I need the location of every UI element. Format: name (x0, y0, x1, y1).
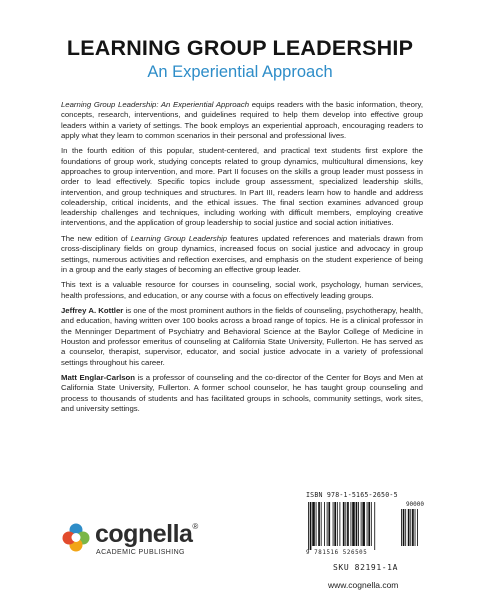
author-name: Jeffrey A. Kottler (61, 306, 124, 316)
barcode-icon (306, 500, 426, 550)
publisher-division: ACADEMIC PUBLISHING (96, 549, 185, 556)
price-code: 90000 (405, 501, 424, 508)
back-cover-description (61, 100, 423, 419)
book-title-italic: Learning Group Leadership (130, 233, 228, 243)
book-title: LEARNING GROUP LEADERSHIP (66, 36, 414, 60)
publisher-logo (61, 520, 221, 560)
sku-code: SKU 82191-1A (333, 563, 398, 572)
isbn-digits: 9 781516 526505 (306, 550, 368, 556)
author-bio-1: Jeffrey A. Kottler is one of the most prominent authors in the fields of counseling, psychotherapy, health, and education, having written over 100 books across a broad range of topics. He is a clinical professor in the Menninger Department of Psychiatry and Behavioral Science at the Baylor College of Medicine in Houston and professor emeritus of counseling at California State University, Fullerton. He has served as a counselor, therapist, supervisor, educator, and social justice advocate in a variety of professional settings throughout his career. (61, 306, 423, 367)
description-paragraph-1: Learning Group Leadership: An Experiential Approach equips readers with the basic information, theory, concepts, research, interventions, and guidelines required to help them develop into effective group leaders within a variety of settings. The book employs an experiential approach, encouraging readers to apply what they learn to common scenarios in their personal and professional lives. (61, 100, 423, 140)
description-paragraph-2: In the fourth edition of this popular, student-centered, and practical text students first explore the foundations of group work, studying concepts related to group dynamics, multicultural dimensions, key approaches to group intervention, and more. Part II focuses on the skills a group leader must possess in order to lead effectively. Specific topics include group assessment, specialized leadership skills, intervention, and group techniques and structures. In Part III, readers learn how to handle and address coleadership, critical incidents, and the ethical issues. The final section examines advanced group leadership challenges and techniques, including working with difficult members, employing creative interventions, and the application of group leadership to social justice and social action initiatives. (61, 146, 423, 228)
book-title-italic: Learning Group Leadership: An Experiential Approach (61, 100, 250, 109)
cognella-mark-icon (61, 522, 91, 552)
author-name: Matt Englar-Carlson (61, 373, 136, 383)
trademark: ® (192, 522, 198, 531)
publisher-name: cognella® (95, 520, 198, 548)
description-paragraph-4: This text is a valuable resource for courses in counseling, social work, psychology, human services, health professions, and education, or any course with a focus on effectively leading groups. (61, 280, 423, 300)
book-subtitle: An Experiential Approach (147, 63, 333, 81)
isbn-label: ISBN 978-1-5165-2650-5 (306, 491, 398, 499)
publisher-website: www.cognella.com (328, 580, 399, 590)
description-paragraph-3: The new edition of Learning Group Leadership features updated references and materials drawn from cross-disciplinary fields on group dynamics, increased focus on social justice and advocacy in group settings, numerous activities and reflection exercises, and emphasis on the student experience of being in a group and the early stages of becoming an effective group leader. (61, 233, 423, 274)
author-bio-2: Matt Englar-Carlson is a professor of counseling and the co-director of the Center for Boys and Men at California State University, Fullerton. A former school counselor, he has taught group counseling and process to thousands of students and has facilitated groups in schools, community settings, work sites, and university settings. (61, 373, 423, 413)
